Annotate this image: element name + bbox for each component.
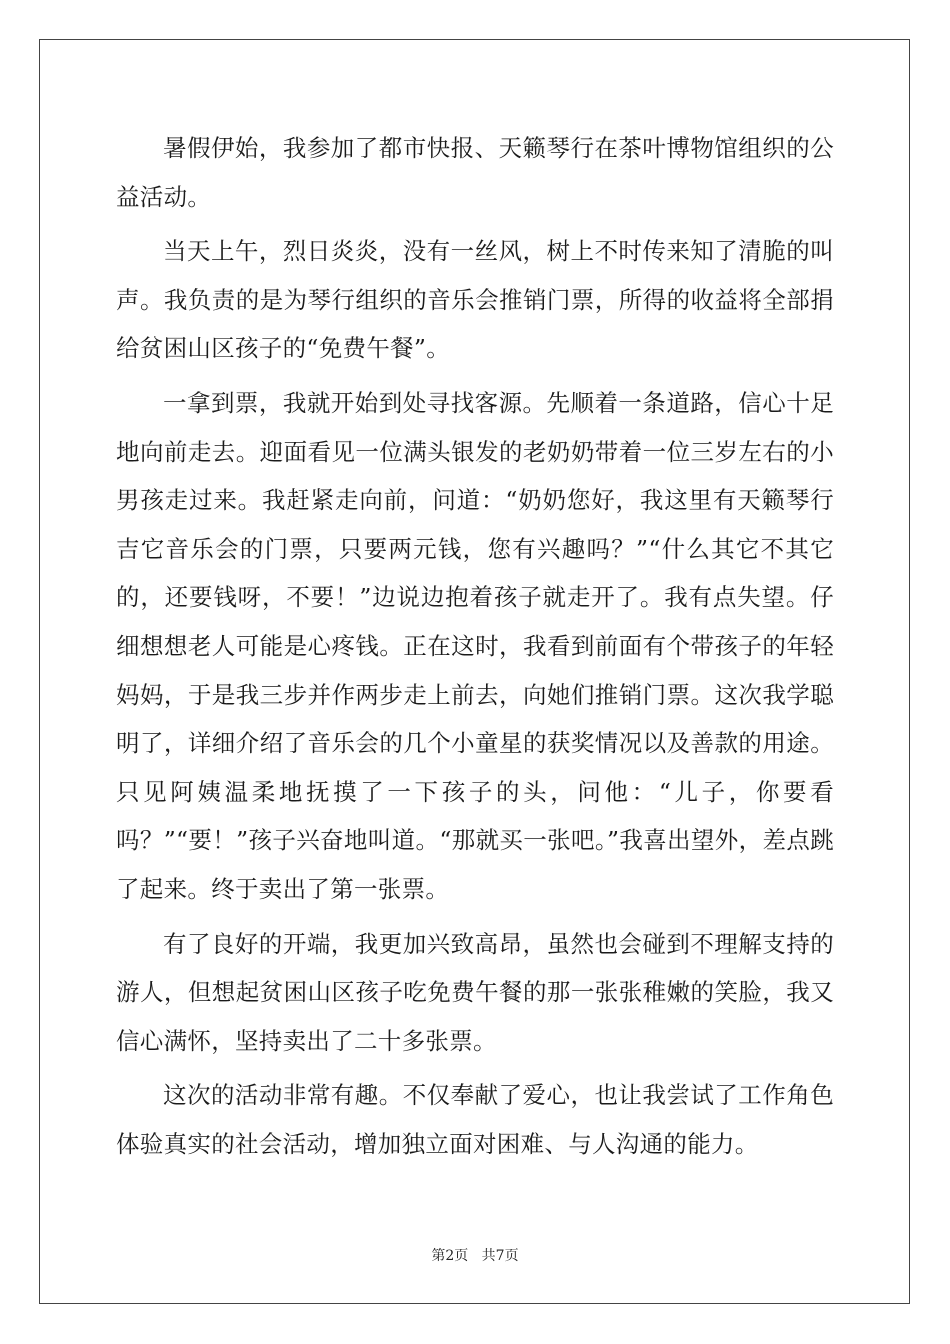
paragraph-5: 这次的活动非常有趣。不仅奉献了爱心，也让我尝试了工作角色体验真实的社会活动，增加独立面对困难、与人沟通的能力。 — [116, 1081, 834, 1158]
paragraph-1: 暑假伊始，我参加了都市快报、天籁琴行在茶叶博物馆组织的公益活动。 — [116, 134, 834, 211]
page-footer — [0, 1245, 950, 1265]
page-total: 共7页 — [481, 1248, 519, 1264]
document-body — [116, 124, 834, 1174]
page-number: 第2页 — [431, 1248, 469, 1264]
paragraph-3: 一拿到票，我就开始到处寻找客源。先顺着一条道路，信心十足地向前走去。迎面看见一位满头银发的老奶奶带着一位三岁左右的小男孩走过来。我赶紧走向前，问道：“奶奶您好，我这里有天籁琴行吉它音乐会的门票，只要两元钱，您有兴趣吗？”“什么其它不其它的，还要钱呀，不要！”边说边抱着孩子就走开了。我有点失望。仔细想想老人可能是心疼钱。正在这时，我看到前面有个带孩子的年轻妈妈，于是我三步并作两步走上前去，向她们推销门票。这次我学聪明了，详细介绍了音乐会的几个小童星的获奖情况以及善款的用途。只见阿姨温柔地抚摸了一下孩子的头，问他：“儿子，你要看吗？”“要！”孩子兴奋地叫道。“那就买一张吧。”我喜出望外，差点跳了起来。终于卖出了第一张票。 — [116, 388, 834, 903]
paragraph-4: 有了良好的开端，我更加兴致高昂，虽然也会碰到不理解支持的游人，但想起贫困山区孩子吃免费午餐的那一张张稚嫩的笑脸，我又信心满怀，坚持卖出了二十多张票。 — [116, 929, 834, 1055]
paragraph-2: 当天上午，烈日炎炎，没有一丝风，树上不时传来知了清脆的叫声。我负责的是为琴行组织的音乐会推销门票，所得的收益将全部捐给贫困山区孩子的“免费午餐”。 — [116, 237, 834, 363]
